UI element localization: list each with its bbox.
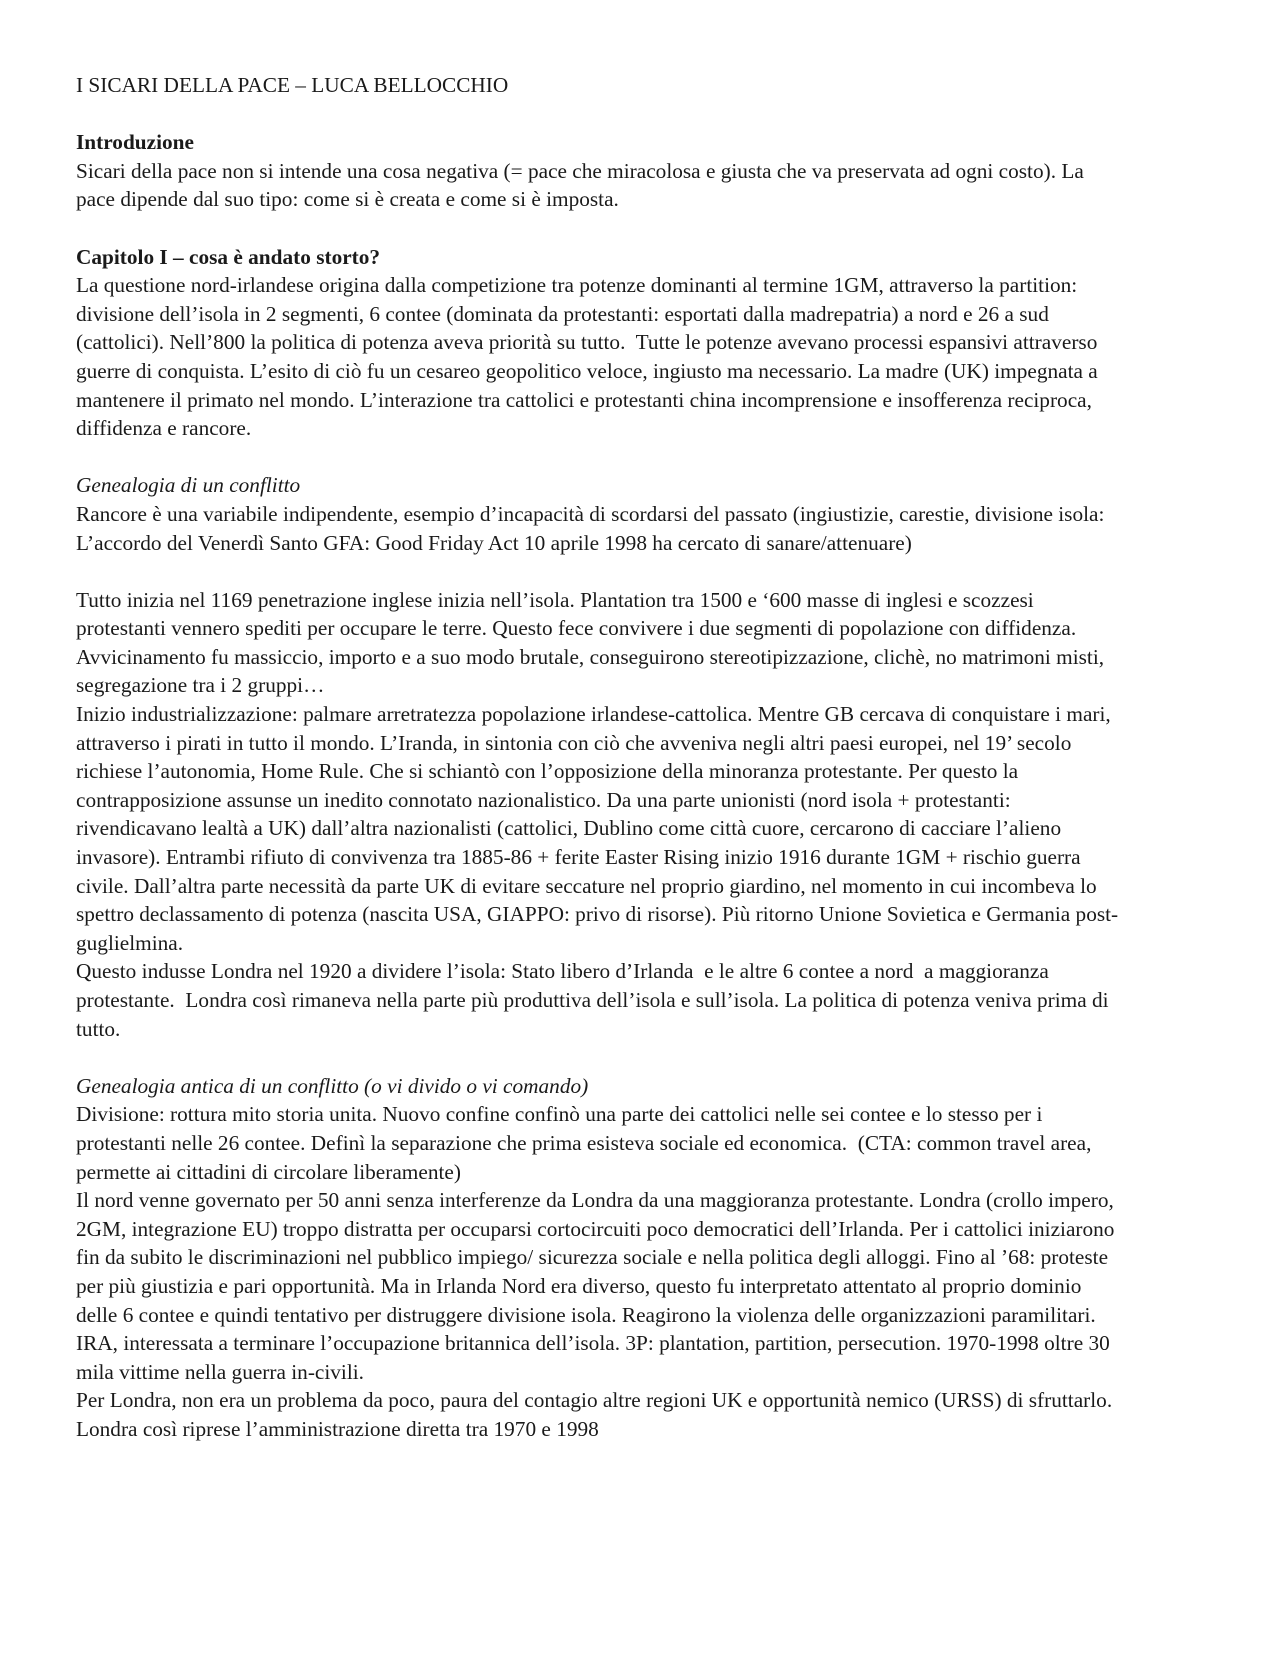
text-line: 2GM, integrazione EU) troppo distratta per occuparsi cortocircuiti poco democratici dell’Irlanda. Per i cattolici iniziarono [76,1216,1115,1241]
text-line: permette ai cittadini di circolare liberamente) [76,1159,461,1184]
text-line: invasore). Entrambi rifiuto di convivenza tra 1885-86 + ferite Easter Rising inizio 1916 durante 1GM + rischio guerra [76,845,1081,870]
text-line: richiese l’autonomia, Home Rule. Che si schiantò con l’opposizione della minoranza protestante. Per questo la [76,759,1019,784]
blank-line [76,214,1180,243]
blank-line [76,557,1180,586]
text-line: Inizio industrializzazione: palmare arretratezza popolazione irlandese-cattolica. Mentre GB cercava di conquistare i mari, [76,702,1111,727]
text-line: Il nord venne governato per 50 anni senza interferenze da Londra da una maggioranza protestante. Londra (crollo impero, [76,1188,1114,1213]
blank-line [76,443,1180,472]
section-genealogia [76,471,1180,1043]
text-line: tutto. [76,1016,121,1041]
text-line: IRA, interessata a terminare l’occupazione britannica dell’isola. 3P: plantation, partition, persecution. 1970-1998 oltre 30 [76,1331,1110,1356]
text-line: delle 6 contee e quindi tentativo per distruggere divisione isola. Reagirono la violenza delle organizzazioni paramilitari. [76,1302,1096,1327]
text-line: Londra così riprese l’amministrazione diretta tra 1970 e 1998 [76,1416,599,1441]
text-line: L’accordo del Venerdì Santo GFA: Good Friday Act 10 aprile 1998 ha cercato di sanare/attenuare) [76,530,912,555]
text-line: contrapposizione assunse un inedito connotato nazionalistico. Da una parte unionisti (nord isola + protestanti: [76,787,1011,812]
text-line: spettro declassamento di potenza (nascita USA, GIAPPO: privo di risorse). Più ritorno Unione Sovietica e Germania post- [76,902,1119,927]
text-line: civile. Dall’altra parte necessità da parte UK di evitare seccature nel proprio giardino, nel momento in cui incombeva lo [76,873,1097,898]
section-introduzione [76,128,1180,214]
paragraph [76,1100,1180,1443]
text-line: Rancore è una variabile indipendente, esempio d’incapacità di scordarsi del passato (ingiustizie, carestie, divisione isola: [76,501,1105,526]
text-line: guglielmina. [76,930,184,955]
section-heading: Capitolo I – cosa è andato storto? [76,244,381,269]
text-line: divisione dell’isola in 2 segmenti, 6 contee (dominata da protestanti: esportati dalla madrepatria) a nord e 26 a sud [76,301,1049,326]
text-line: fin da subito le discriminazioni nel pubblico impiego/ sicurezza sociale e nella politica degli alloggi. Fino al ’68: proteste [76,1245,1109,1270]
paragraph [76,586,1180,1044]
blank-line [76,100,1180,129]
text-line: protestante. Londra così rimaneva nella parte più produttiva dell’isola e sull’isola. La politica di potenza veniva prima di [76,988,1109,1012]
text-line: per più giustizia e pari opportunità. Ma in Irlanda Nord era diverso, questo fu interpretato attentato al proprio dominio [76,1273,1082,1298]
text-line: pace dipende dal suo tipo: come si è creata e come si è imposta. [76,187,619,212]
text-line: attraverso i pirati in tutto il mondo. L’Iranda, in sintonia con ciò che avveniva negli altri paesi europei, nel 19’ secolo [76,730,1072,755]
document-title: I SICARI DELLA PACE – LUCA BELLOCCHIO [76,73,509,97]
paragraph [76,157,1180,214]
section-genealogia-antica [76,1072,1180,1444]
text-line: segregazione tra i 2 gruppi… [76,673,325,698]
text-line: mantenere il primato nel mondo. L’interazione tra cattolici e protestanti china incomprensione e insofferenza reciproca, [76,387,1092,412]
section-heading: Genealogia di un conflitto [76,473,301,498]
text-line: Avvicinamento fu massiccio, importo e a suo modo brutale, conseguirono stereotipizzazione, clichè, no matrimoni misti, [76,644,1105,669]
section-heading: Genealogia antica di un conflitto (o vi divido o vi comando) [76,1073,589,1098]
section-capitolo-1 [76,243,1180,443]
blank-line [76,1043,1180,1072]
text-line: Divisione: rottura mito storia unita. Nuovo confine confinò una parte dei cattolici nelle sei contee e lo stesso per i [76,1102,1043,1127]
text-line: Questo indusse Londra nel 1920 a dividere l’isola: Stato libero d’Irlanda e le altre 6 contee a nord a maggioranza [76,959,1049,984]
text-line: Per Londra, non era un problema da poco, paura del contagio altre regioni UK e opportunità nemico (URSS) di sfruttarlo. [76,1388,1113,1413]
text-line: Tutto inizia nel 1169 penetrazione inglese inizia nell’isola. Plantation tra 1500 e ‘600 masse di inglesi e scozzesi [76,587,1034,612]
text-line: Sicari della pace non si intende una cosa negativa (= pace che miracolosa e giusta che va preservata ad ogni costo). La [76,158,1084,183]
text-line: protestanti vennero spediti per occupare le terre. Questo fece convivere i due segmenti di popolazione con diffidenza. [76,616,1077,641]
text-line: diffidenza e rancore. [76,416,252,441]
text-line: guerre di conquista. L’esito di ciò fu un cesareo geopolitico veloce, ingiusto ma necessario. La madre (UK) impegnata a [76,358,1098,383]
paragraph [76,500,1180,557]
text-line: (cattolici). Nell’800 la politica di potenza aveva priorità su tutto. Tutte le potenze avevano processi espansivi attraverso [76,330,1098,355]
text-line: La questione nord-irlandese origina dalla competizione tra potenze dominanti al termine 1GM, attraverso la partition: [76,273,1078,298]
text-line: protestanti nelle 26 contee. Definì la separazione che prima esisteva sociale ed economica. (CTA: common travel area, [76,1130,1092,1155]
text-line: mila vittime nella guerra in-civili. [76,1359,365,1384]
paragraph [76,271,1180,443]
text-line: rivendicavano lealtà a UK) dall’altra nazionalisti (cattolici, Dublino come città cuore, cercarono di cacciare l’alieno [76,816,1062,841]
section-heading: Introduzione [76,130,194,155]
